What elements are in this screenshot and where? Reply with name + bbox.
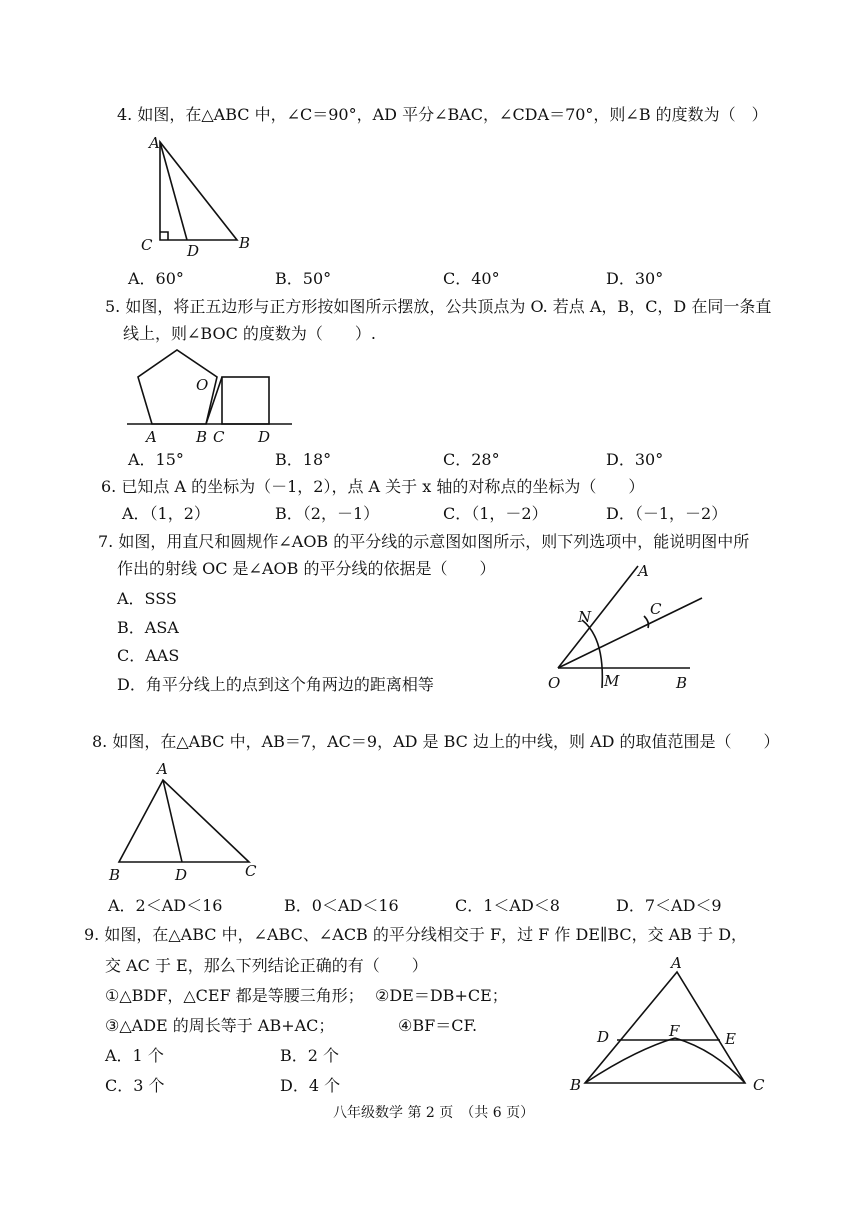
q9-label-a: A [671, 954, 682, 972]
q6-option-a[interactable]: A．（1，2） [122, 504, 210, 523]
q8-label-d: D [175, 866, 188, 884]
q7-option-a[interactable]: A．SSS [117, 589, 177, 608]
q8-figure [105, 760, 275, 890]
q5-option-a[interactable]: A．15° [128, 450, 184, 469]
q4-segment-ad [160, 142, 187, 240]
q9-option-b[interactable]: B．2 个 [280, 1046, 340, 1065]
q5-label-b: B [196, 428, 208, 446]
q7-label-o: O [548, 674, 561, 692]
q4-figure [135, 130, 265, 260]
q4-option-d[interactable]: D．30° [606, 269, 664, 288]
q5-stem-line2: 线上，则∠BOC 的度数为（ ）. [123, 324, 376, 343]
q4-label-d: D [187, 242, 200, 260]
q7-stem-line2: 作出的射线 OC 是∠AOB 的平分线的依据是（ ） [117, 559, 496, 578]
q8-median-ad [163, 780, 182, 862]
q7-option-d[interactable]: D．角平分线上的点到这个角两边的距离相等 [117, 675, 434, 694]
q7-option-b[interactable]: B．ASA [117, 618, 179, 637]
q9-option-d[interactable]: D．4 个 [280, 1076, 341, 1095]
q4-option-a[interactable]: A．60° [128, 269, 184, 288]
q7-ray-oa [558, 566, 638, 668]
q6-stem: 6. 已知点 A 的坐标为（－1，2），点 A 关于 x 轴的对称点的坐标为（ ） [101, 477, 645, 496]
q6-option-b[interactable]: B．（2，－1） [275, 504, 380, 523]
q7-label-m: M [604, 672, 620, 690]
q8-label-c: C [245, 862, 257, 880]
q9-label-f: F [669, 1022, 680, 1040]
q7-figure [540, 558, 720, 698]
q5-square [222, 377, 269, 424]
q5-option-b[interactable]: B．18° [275, 450, 332, 469]
q9-stem-line2: 交 AC 于 E，那么下列结论正确的有（ ） [105, 956, 428, 975]
q4-label-b: B [239, 234, 251, 252]
q5-segment-ob [206, 377, 222, 424]
q4-label-a: A [149, 134, 160, 152]
q9-statement-4: ④BF＝CF. [398, 1016, 478, 1035]
q5-label-a: A [146, 428, 157, 446]
q5-figure [122, 348, 302, 448]
q7-label-a: A [638, 562, 649, 580]
q7-option-c[interactable]: C．AAS [117, 646, 180, 665]
q4-right-angle-mark [160, 232, 168, 240]
q7-label-b: B [676, 674, 688, 692]
q9-label-e: E [725, 1030, 736, 1048]
q9-option-a[interactable]: A．1 个 [105, 1046, 164, 1065]
page-footer: 八年级数学 第 2 页 （共 6 页） [333, 1105, 535, 1121]
q8-option-c[interactable]: C．1＜AD＜8 [455, 896, 560, 915]
q6-option-c[interactable]: C．（1，－2） [443, 504, 548, 523]
q5-label-c: C [213, 428, 225, 446]
q5-option-c[interactable]: C．28° [443, 450, 500, 469]
q8-option-d[interactable]: D．7＜AD＜9 [616, 896, 722, 915]
q9-statement-1: ①△BDF，△CEF 都是等腰三角形； [105, 986, 364, 1005]
q5-option-d[interactable]: D．30° [606, 450, 664, 469]
q9-label-d: D [597, 1028, 610, 1046]
q4-stem: 4. 如图，在△ABC 中，∠C＝90°，AD 平分∠BAC，∠CDA＝70°，则∠B 的度数为（ ） [117, 105, 768, 124]
q7-stem-line1: 7. 如图，用直尺和圆规作∠AOB 的平分线的示意图如图所示，则下列选项中，能说明图中所 [98, 532, 750, 551]
q5-label-d: D [258, 428, 271, 446]
q9-label-b: B [570, 1076, 582, 1094]
q7-label-n: N [578, 608, 592, 626]
q5-stem-line1: 5. 如图，将正五边形与正方形按如图所示摆放，公共顶点为 O. 若点 A，B，C，D 在同一条直 [105, 297, 772, 316]
q8-stem: 8. 如图，在△ABC 中，AB＝7，AC＝9，AD 是 BC 边上的中线，则 AD 的取值范围是（ ） [92, 732, 780, 751]
q9-statement-3: ③△ADE 的周长等于 AB+AC； [105, 1016, 335, 1035]
q5-label-o: O [196, 376, 209, 394]
q9-option-c[interactable]: C．3 个 [105, 1076, 165, 1095]
q4-label-c: C [141, 236, 153, 254]
q8-option-a[interactable]: A．2＜AD＜16 [108, 896, 223, 915]
q9-statement-2: ②DE＝DB+CE； [375, 986, 508, 1005]
q4-triangle-abc [160, 142, 237, 240]
q7-label-c: C [650, 600, 662, 618]
q8-label-a: A [157, 760, 168, 778]
q4-option-c[interactable]: C．40° [443, 269, 500, 288]
q4-option-b[interactable]: B．50° [275, 269, 332, 288]
q8-option-b[interactable]: B．0＜AD＜16 [284, 896, 399, 915]
q8-label-b: B [109, 866, 121, 884]
q9-stem-line1: 9. 如图，在△ABC 中，∠ABC、∠ACB 的平分线相交于 F，过 F 作 DE∥BC，交 AB 于 D， [84, 925, 748, 944]
q6-option-d[interactable]: D．（－1，－2） [606, 504, 728, 523]
q9-figure [565, 950, 780, 1100]
q8-triangle-abc [119, 780, 249, 862]
q9-label-c: C [753, 1076, 765, 1094]
